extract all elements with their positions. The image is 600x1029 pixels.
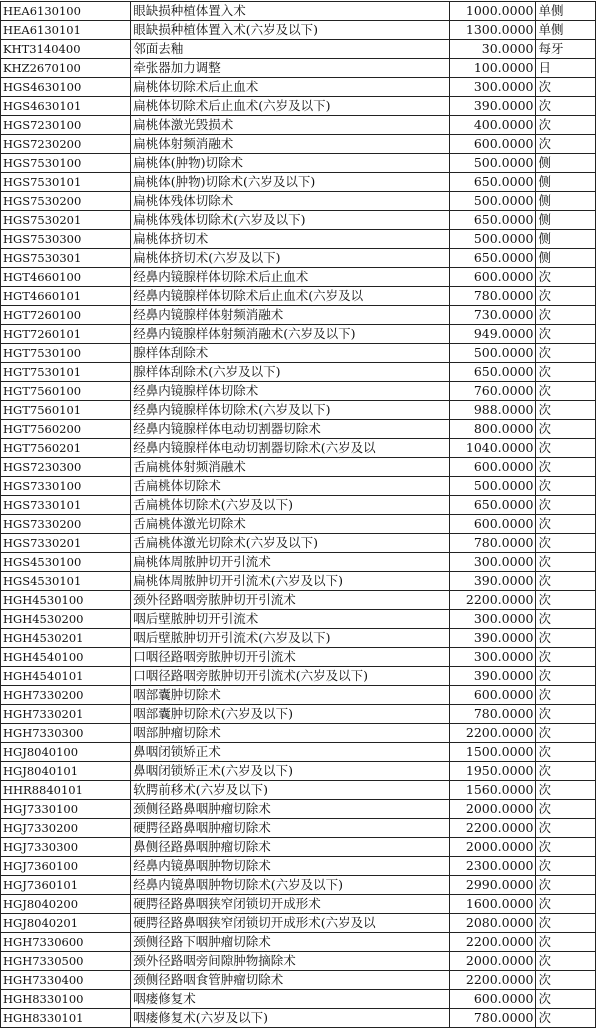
table-row — [1, 876, 596, 895]
cell-unit: 侧 — [536, 154, 596, 173]
cell-price: 600.0000 — [450, 686, 536, 705]
cell-name: 经鼻内镜腺样体切除术后止血术 — [131, 268, 450, 287]
cell-name: 经鼻内镜腺样体切除术 — [131, 382, 450, 401]
cell-code: HGH7330500 — [1, 952, 131, 971]
cell-unit: 次 — [536, 686, 596, 705]
cell-unit: 次 — [536, 420, 596, 439]
cell-price: 390.0000 — [450, 572, 536, 591]
cell-code: HGS7330100 — [1, 477, 131, 496]
table-row — [1, 477, 596, 496]
cell-price: 1500.0000 — [450, 743, 536, 762]
cell-name: 扁桃体切除术后止血术 — [131, 78, 450, 97]
cell-unit: 侧 — [536, 249, 596, 268]
cell-price: 390.0000 — [450, 629, 536, 648]
cell-price: 800.0000 — [450, 420, 536, 439]
cell-code: HGJ7360101 — [1, 876, 131, 895]
cell-name: 鼻咽闭锁矫正术(六岁及以下) — [131, 762, 450, 781]
cell-name: 舌扁桃体激光切除术(六岁及以下) — [131, 534, 450, 553]
cell-unit: 次 — [536, 135, 596, 154]
cell-unit: 侧 — [536, 192, 596, 211]
cell-name: 经鼻内镜鼻咽肿物切除术 — [131, 857, 450, 876]
table-row — [1, 971, 596, 990]
cell-name: 颈侧径路鼻咽肿瘤切除术 — [131, 800, 450, 819]
cell-price: 650.0000 — [450, 173, 536, 192]
cell-code: HGH7330300 — [1, 724, 131, 743]
cell-name: 扁桃体切除术后止血术(六岁及以下) — [131, 97, 450, 116]
cell-name: 口咽径路咽旁脓肿切开引流术 — [131, 648, 450, 667]
cell-price: 760.0000 — [450, 382, 536, 401]
cell-price: 650.0000 — [450, 249, 536, 268]
cell-unit: 次 — [536, 382, 596, 401]
cell-code: HGH4530200 — [1, 610, 131, 629]
cell-code: HGH4530201 — [1, 629, 131, 648]
table-row — [1, 401, 596, 420]
table-row — [1, 838, 596, 857]
table-body — [1, 2, 596, 1028]
table-row — [1, 363, 596, 382]
cell-name: 咽后壁脓肿切开引流术(六岁及以下) — [131, 629, 450, 648]
cell-unit: 侧 — [536, 173, 596, 192]
cell-unit: 次 — [536, 724, 596, 743]
table-row — [1, 21, 596, 40]
table-row — [1, 496, 596, 515]
cell-price: 2300.0000 — [450, 857, 536, 876]
cell-unit: 侧 — [536, 211, 596, 230]
cell-code: HGS4530101 — [1, 572, 131, 591]
cell-unit: 次 — [536, 325, 596, 344]
cell-unit: 次 — [536, 838, 596, 857]
cell-code: HGS7330200 — [1, 515, 131, 534]
cell-price: 100.0000 — [450, 59, 536, 78]
cell-price: 650.0000 — [450, 363, 536, 382]
cell-code: HGT7560101 — [1, 401, 131, 420]
table-row — [1, 724, 596, 743]
cell-unit: 次 — [536, 914, 596, 933]
table-row — [1, 800, 596, 819]
cell-price: 30.0000 — [450, 40, 536, 59]
table-row — [1, 553, 596, 572]
cell-name: 眼缺损种植体置入术(六岁及以下) — [131, 21, 450, 40]
cell-unit: 次 — [536, 610, 596, 629]
table-row — [1, 40, 596, 59]
cell-unit: 次 — [536, 648, 596, 667]
cell-code: HGJ8040101 — [1, 762, 131, 781]
table-row — [1, 762, 596, 781]
cell-unit: 次 — [536, 344, 596, 363]
cell-price: 2080.0000 — [450, 914, 536, 933]
cell-price: 500.0000 — [450, 230, 536, 249]
cell-name: 硬腭径路鼻咽肿瘤切除术 — [131, 819, 450, 838]
cell-name: 硬腭径路鼻咽狭窄闭锁切开成形术 — [131, 895, 450, 914]
cell-unit: 次 — [536, 819, 596, 838]
cell-name: 扁桃体残体切除术 — [131, 192, 450, 211]
table-row — [1, 1009, 596, 1028]
cell-unit: 次 — [536, 971, 596, 990]
cell-name: 经鼻内镜腺样体电动切割器切除术 — [131, 420, 450, 439]
cell-name: 扁桃体激光毁损术 — [131, 116, 450, 135]
cell-unit: 次 — [536, 97, 596, 116]
cell-unit: 次 — [536, 1009, 596, 1028]
cell-price: 2200.0000 — [450, 724, 536, 743]
cell-price: 600.0000 — [450, 135, 536, 154]
cell-code: HGT7260100 — [1, 306, 131, 325]
cell-unit: 次 — [536, 800, 596, 819]
cell-price: 988.0000 — [450, 401, 536, 420]
cell-unit: 次 — [536, 515, 596, 534]
cell-name: 舌扁桃体切除术 — [131, 477, 450, 496]
cell-code: HGH7330201 — [1, 705, 131, 724]
cell-code: HGJ8040201 — [1, 914, 131, 933]
cell-price: 500.0000 — [450, 477, 536, 496]
table-row — [1, 515, 596, 534]
cell-price: 300.0000 — [450, 78, 536, 97]
cell-unit: 次 — [536, 553, 596, 572]
cell-unit: 次 — [536, 895, 596, 914]
table-row — [1, 2, 596, 21]
table-row — [1, 933, 596, 952]
cell-code: HGH7330600 — [1, 933, 131, 952]
cell-code: HGS7530300 — [1, 230, 131, 249]
cell-price: 2000.0000 — [450, 800, 536, 819]
cell-name: 扁桃体挤切术 — [131, 230, 450, 249]
cell-code: HGJ7330100 — [1, 800, 131, 819]
cell-code: HGS7530201 — [1, 211, 131, 230]
cell-unit: 次 — [536, 952, 596, 971]
cell-unit: 日 — [536, 59, 596, 78]
cell-code: HGJ7330200 — [1, 819, 131, 838]
cell-code: KHZ2670100 — [1, 59, 131, 78]
cell-name: 扁桃体残体切除术(六岁及以下) — [131, 211, 450, 230]
table-row — [1, 154, 596, 173]
cell-price: 300.0000 — [450, 648, 536, 667]
table-row — [1, 344, 596, 363]
cell-code: HHR8840101 — [1, 781, 131, 800]
cell-name: 咽部囊肿切除术(六岁及以下) — [131, 705, 450, 724]
cell-price: 500.0000 — [450, 192, 536, 211]
cell-code: HEA6130101 — [1, 21, 131, 40]
cell-price: 600.0000 — [450, 515, 536, 534]
table-row — [1, 648, 596, 667]
table-row — [1, 230, 596, 249]
cell-code: HGH8330101 — [1, 1009, 131, 1028]
cell-price: 780.0000 — [450, 534, 536, 553]
table-row — [1, 268, 596, 287]
cell-unit: 次 — [536, 534, 596, 553]
table-row — [1, 686, 596, 705]
table-row — [1, 458, 596, 477]
cell-unit: 次 — [536, 439, 596, 458]
table-row — [1, 192, 596, 211]
cell-price: 2000.0000 — [450, 952, 536, 971]
cell-code: HGT7560100 — [1, 382, 131, 401]
cell-name: 颈侧径路下咽肿瘤切除术 — [131, 933, 450, 952]
table-row — [1, 211, 596, 230]
cell-name: 咽后壁脓肿切开引流术 — [131, 610, 450, 629]
cell-unit: 次 — [536, 78, 596, 97]
cell-name: 颈侧径路咽食管肿瘤切除术 — [131, 971, 450, 990]
table-row — [1, 382, 596, 401]
table-row — [1, 116, 596, 135]
table-row — [1, 439, 596, 458]
cell-code: HGT7560200 — [1, 420, 131, 439]
cell-name: 扁桃体(肿物)切除术(六岁及以下) — [131, 173, 450, 192]
cell-name: 经鼻内镜腺样体射频消融术 — [131, 306, 450, 325]
table-row — [1, 572, 596, 591]
cell-code: HGJ7360100 — [1, 857, 131, 876]
cell-name: 腺样体刮除术(六岁及以下) — [131, 363, 450, 382]
cell-name: 颈外径路咽旁间隙肿物摘除术 — [131, 952, 450, 971]
cell-price: 1950.0000 — [450, 762, 536, 781]
cell-unit: 次 — [536, 477, 596, 496]
cell-name: 经鼻内镜鼻咽肿物切除术(六岁及以下) — [131, 876, 450, 895]
table-row — [1, 743, 596, 762]
cell-name: 经鼻内镜腺样体切除术后止血术(六岁及以 — [131, 287, 450, 306]
cell-name: 口咽径路咽旁脓肿切开引流术(六岁及以下) — [131, 667, 450, 686]
cell-price: 600.0000 — [450, 990, 536, 1009]
cell-price: 1300.0000 — [450, 21, 536, 40]
cell-unit: 次 — [536, 705, 596, 724]
cell-unit: 次 — [536, 876, 596, 895]
cell-unit: 次 — [536, 591, 596, 610]
cell-price: 650.0000 — [450, 211, 536, 230]
cell-name: 眼缺损种植体置入术 — [131, 2, 450, 21]
cell-price: 2990.0000 — [450, 876, 536, 895]
cell-name: 咽瘘修复术 — [131, 990, 450, 1009]
cell-name: 经鼻内镜腺样体电动切割器切除术(六岁及以 — [131, 439, 450, 458]
cell-price: 730.0000 — [450, 306, 536, 325]
cell-code: HGT7260101 — [1, 325, 131, 344]
cell-price: 400.0000 — [450, 116, 536, 135]
table-row — [1, 534, 596, 553]
cell-code: HGS7530301 — [1, 249, 131, 268]
cell-unit: 次 — [536, 572, 596, 591]
table-row — [1, 781, 596, 800]
cell-code: HGT4660100 — [1, 268, 131, 287]
cell-code: HGS7330201 — [1, 534, 131, 553]
cell-code: HGH7330400 — [1, 971, 131, 990]
cell-name: 舌扁桃体射频消融术 — [131, 458, 450, 477]
cell-price: 1560.0000 — [450, 781, 536, 800]
cell-price: 2200.0000 — [450, 819, 536, 838]
cell-price: 780.0000 — [450, 287, 536, 306]
fee-schedule-table — [0, 1, 596, 1028]
cell-name: 经鼻内镜腺样体切除术(六岁及以下) — [131, 401, 450, 420]
cell-code: HGJ8040100 — [1, 743, 131, 762]
cell-unit: 单侧 — [536, 21, 596, 40]
cell-name: 鼻侧径路鼻咽肿瘤切除术 — [131, 838, 450, 857]
cell-unit: 每牙 — [536, 40, 596, 59]
cell-code: HGT7560201 — [1, 439, 131, 458]
cell-code: HGH4530100 — [1, 591, 131, 610]
cell-name: 舌扁桃体激光切除术 — [131, 515, 450, 534]
cell-code: HGJ7330300 — [1, 838, 131, 857]
cell-name: 颈外径路咽旁脓肿切开引流术 — [131, 591, 450, 610]
table-row — [1, 610, 596, 629]
cell-price: 500.0000 — [450, 344, 536, 363]
cell-name: 牵张器加力调整 — [131, 59, 450, 78]
table-row — [1, 78, 596, 97]
cell-unit: 次 — [536, 458, 596, 477]
cell-name: 扁桃体挤切术(六岁及以下) — [131, 249, 450, 268]
table-row — [1, 97, 596, 116]
cell-code: HGH8330100 — [1, 990, 131, 1009]
table-row — [1, 173, 596, 192]
cell-code: HGH4540100 — [1, 648, 131, 667]
cell-code: HGT4660101 — [1, 287, 131, 306]
cell-price: 2200.0000 — [450, 971, 536, 990]
cell-unit: 侧 — [536, 230, 596, 249]
cell-price: 2000.0000 — [450, 838, 536, 857]
cell-code: HGT7530100 — [1, 344, 131, 363]
cell-unit: 次 — [536, 667, 596, 686]
cell-name: 经鼻内镜腺样体射频消融术(六岁及以下) — [131, 325, 450, 344]
table-row — [1, 990, 596, 1009]
cell-name: 扁桃体周脓肿切开引流术(六岁及以下) — [131, 572, 450, 591]
cell-unit: 次 — [536, 990, 596, 1009]
cell-unit: 次 — [536, 287, 596, 306]
cell-code: HGS7230100 — [1, 116, 131, 135]
cell-unit: 次 — [536, 401, 596, 420]
cell-unit: 次 — [536, 496, 596, 515]
table-row — [1, 914, 596, 933]
cell-code: KHT3140400 — [1, 40, 131, 59]
cell-name: 腺样体刮除术 — [131, 344, 450, 363]
cell-price: 390.0000 — [450, 667, 536, 686]
cell-price: 600.0000 — [450, 458, 536, 477]
table-row — [1, 629, 596, 648]
cell-price: 1000.0000 — [450, 2, 536, 21]
cell-code: HGS7230300 — [1, 458, 131, 477]
cell-code: HEA6130100 — [1, 2, 131, 21]
cell-unit: 次 — [536, 857, 596, 876]
cell-code: HGT7530101 — [1, 363, 131, 382]
cell-unit: 次 — [536, 306, 596, 325]
cell-unit: 次 — [536, 781, 596, 800]
cell-price: 1040.0000 — [450, 439, 536, 458]
cell-code: HGS4530100 — [1, 553, 131, 572]
table-row — [1, 420, 596, 439]
table-row — [1, 667, 596, 686]
cell-name: 咽瘘修复术(六岁及以下) — [131, 1009, 450, 1028]
cell-code: HGS4630101 — [1, 97, 131, 116]
cell-name: 硬腭径路鼻咽狭窄闭锁切开成形术(六岁及以 — [131, 914, 450, 933]
cell-name: 扁桃体(肿物)切除术 — [131, 154, 450, 173]
cell-unit: 次 — [536, 743, 596, 762]
cell-code: HGH7330200 — [1, 686, 131, 705]
cell-name: 扁桃体射频消融术 — [131, 135, 450, 154]
table-row — [1, 591, 596, 610]
table-row — [1, 857, 596, 876]
table-row — [1, 819, 596, 838]
cell-unit: 次 — [536, 629, 596, 648]
cell-price: 780.0000 — [450, 705, 536, 724]
table-row — [1, 325, 596, 344]
cell-code: HGS7330101 — [1, 496, 131, 515]
table-row — [1, 306, 596, 325]
table-row — [1, 705, 596, 724]
table-row — [1, 895, 596, 914]
cell-price: 1600.0000 — [450, 895, 536, 914]
cell-name: 软腭前移术(六岁及以下) — [131, 781, 450, 800]
cell-code: HGJ8040200 — [1, 895, 131, 914]
cell-unit: 单侧 — [536, 2, 596, 21]
table-row — [1, 135, 596, 154]
cell-code: HGH4540101 — [1, 667, 131, 686]
cell-price: 600.0000 — [450, 268, 536, 287]
cell-price: 300.0000 — [450, 610, 536, 629]
cell-unit: 次 — [536, 268, 596, 287]
cell-unit: 次 — [536, 363, 596, 382]
cell-code: HGS7530101 — [1, 173, 131, 192]
table-row — [1, 952, 596, 971]
cell-price: 300.0000 — [450, 553, 536, 572]
table-row — [1, 59, 596, 78]
cell-name: 邻面去釉 — [131, 40, 450, 59]
cell-price: 949.0000 — [450, 325, 536, 344]
cell-name: 咽部肿瘤切除术 — [131, 724, 450, 743]
cell-unit: 次 — [536, 762, 596, 781]
cell-code: HGS7530100 — [1, 154, 131, 173]
cell-unit: 次 — [536, 933, 596, 952]
cell-price: 500.0000 — [450, 154, 536, 173]
table-row — [1, 287, 596, 306]
cell-name: 咽部囊肿切除术 — [131, 686, 450, 705]
cell-code: HGS4630100 — [1, 78, 131, 97]
cell-price: 2200.0000 — [450, 933, 536, 952]
cell-code: HGS7230200 — [1, 135, 131, 154]
cell-code: HGS7530200 — [1, 192, 131, 211]
cell-unit: 次 — [536, 116, 596, 135]
table-row — [1, 249, 596, 268]
cell-price: 780.0000 — [450, 1009, 536, 1028]
cell-name: 鼻咽闭锁矫正术 — [131, 743, 450, 762]
cell-name: 扁桃体周脓肿切开引流术 — [131, 553, 450, 572]
cell-name: 舌扁桃体切除术(六岁及以下) — [131, 496, 450, 515]
cell-price: 2200.0000 — [450, 591, 536, 610]
cell-price: 650.0000 — [450, 496, 536, 515]
cell-price: 390.0000 — [450, 97, 536, 116]
